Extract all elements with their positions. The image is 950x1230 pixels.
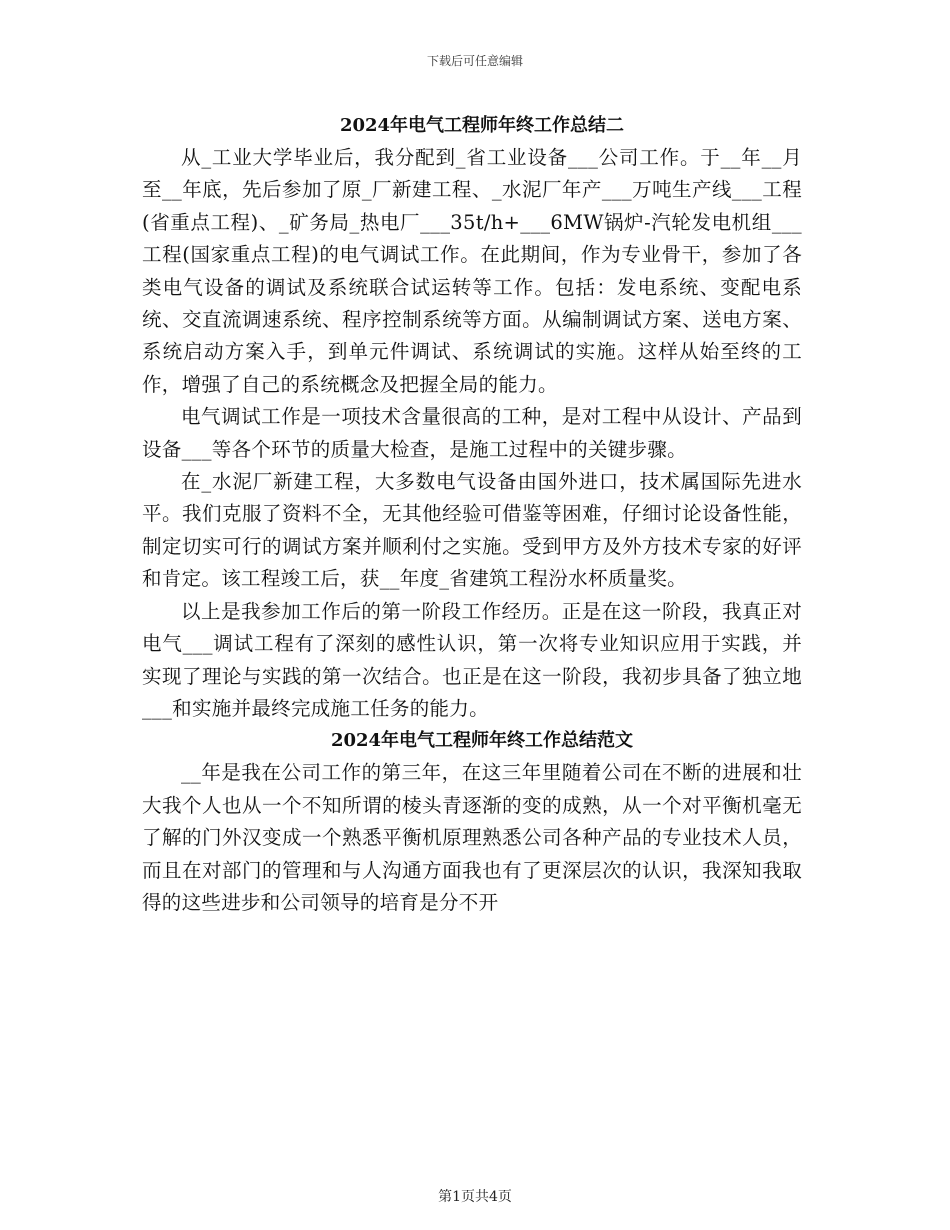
page-footer-number: 第1页共4页: [438, 1189, 512, 1205]
paragraph: 以上是我参加工作后的第一阶段工作经历。正是在这一阶段，我真正对电气___调试工程有了深刻的感性认识，第一次将专业知识应用于实践，并实现了理论与实践的第一次结合。也正是在这一阶段，我初步具备了独立地___和实施并最终完成施工任务的能力。: [142, 599, 802, 720]
section-title-1: 2024年电气工程师年终工作总结二: [339, 115, 625, 136]
paragraph: 在_水泥厂新建工程，大多数电气设备由国外进口，技术属国际先进水平。我们克服了资料不全，无其他经验可借鉴等困难，仔细讨论设备性能，制定切实可行的调试方案并顺利付之实施。受到甲方及外方技术专家的好评和肯定。该工程竣工后，获__年度_省建筑工程汾水杯质量奖。: [142, 470, 802, 591]
paragraph: 电气调试工作是一项技术含量很高的工种，是对工程中从设计、产品到设备___等各个环节的质量大检查，是施工过程中的关键步骤。: [142, 405, 802, 461]
paragraph: __年是我在公司工作的第三年，在这三年里随着公司在不断的进展和壮大我个人也从一个不知所谓的棱头青逐渐的变的成熟，从一个对平衡机毫无了解的门外汉变成一个熟悉平衡机原理熟悉公司各种产品的专业技术人员，而且在对部门的管理和与人沟通方面我也有了更深层次的认识，我深知我取得的这些进步和公司领导的培育是分不开: [142, 761, 802, 914]
section-title-2: 2024年电气工程师年终工作总结范文: [330, 730, 634, 752]
paragraph: 从_工业大学毕业后，我分配到_省工业设备___公司工作。于__年__月至__年底，先后参加了原_厂新建工程、_水泥厂年产___万吨生产线___工程(省重点工程)、_矿务局_热电厂___35t/h+___6MW锅炉-汽轮发电机组___工程(国家重点工程)的电气调试工作。在此期间，作为专业骨干，参加了各类电气设备的调试及系统联合试运转等工作。包括：发电系统、变配电系统、交直流调速系统、程序控制系统等方面。从编制调试方案、送电方案、系统启动方案入手，到单元件调试、系统调试的实施。这样从始至终的工作，增强了自己的系统概念及把握全局的能力。: [142, 146, 802, 396]
document-body: [142, 110, 802, 919]
page-header-note: 下载后可任意编辑: [426, 54, 523, 68]
